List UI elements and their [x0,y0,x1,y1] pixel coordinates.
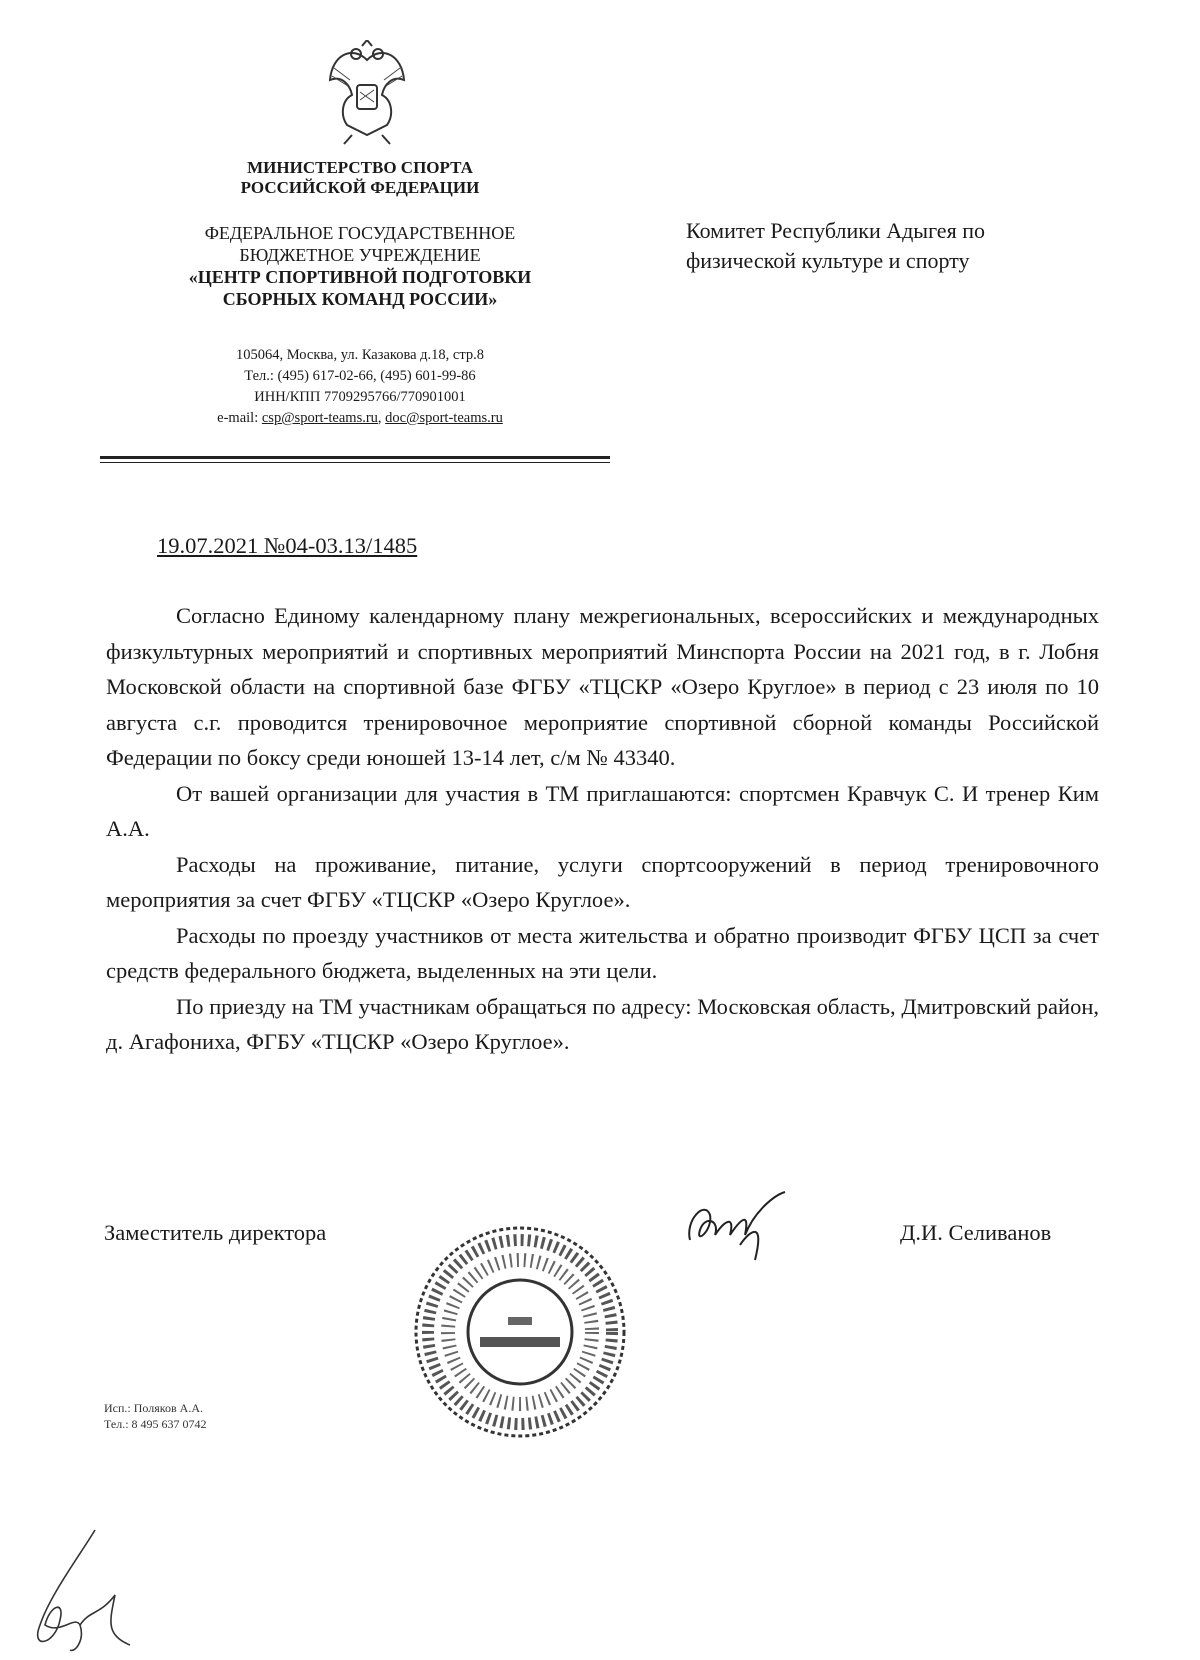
organization-contacts [130,345,590,429]
email-label: e-mail: [217,410,262,426]
postal-address: 105064, Москва, ул. Казакова д.18, стр.8 [236,347,484,363]
org-type-line: БЮДЖЕТНОЕ УЧРЕЖДЕНИЕ [239,245,481,265]
addressee-line: физической культуре и спорту [686,248,970,273]
paragraph: По приезду на ТМ участникам обращаться по адресу: Московская область, Дмитровский район, д. Агафониха, ФГБУ «ТЦСКР «Озеро Круглое». [106,993,1099,1054]
executor-name: Исп.: Поляков А.А. [104,1401,203,1415]
paragraph: Расходы по проезду участников от места жительства и обратно производит ФГБУ ЦСП за счет средств федерального бюджета, выделенных на эти цели. [106,922,1099,983]
paragraph: От вашей организации для участия в ТМ приглашаются: спортсмен Кравчук С. И тренер Ким А.А. [106,780,1099,841]
addressee-line: Комитет Республики Адыгея по [686,218,985,243]
document-date-number: 19.07.2021 №04-03.13/1485 [157,533,418,558]
handwritten-initials [20,1525,135,1655]
coat-of-arms-emblem [322,40,412,145]
paragraph: Расходы на проживание, питание, услуги спортсооружений в период тренировочного мероприятия за счет ФГБУ «ТЦСКР «Озеро Круглое». [106,851,1099,912]
organization-name [130,222,590,310]
ministry-line: МИНИСТЕРСТВО СПОРТА [247,158,473,177]
email-separator: , [377,410,386,426]
inn-kpp: ИНН/КПП 7709295766/770901001 [254,389,466,405]
ministry-line: РОССИЙСКОЙ ФЕДЕРАЦИИ [240,178,480,197]
executor-info [104,1400,207,1432]
ministry-title [160,158,560,198]
official-seal-stamp [410,1222,630,1442]
paragraph: Согласно Единому календарному плану межрегиональных, всероссийских и международных физкультурных мероприятий и спортивных мероприятий Минспорта России на 2021 год, в г. Лобня Московской области на спортивной базе ФГБУ «ТЦСКР «Озеро Круглое» в период с 23 июля по 10 августа с.г. проводится тренировочное мероприятие спортивной сборной команды Российской Федерации по боксу среди юношей 13-14 лет, с/м № 43340. [106,603,1099,770]
letterhead-divider-thin [100,462,610,463]
org-name-line: СБОРНЫХ КОМАНД РОССИИ» [222,289,498,309]
org-type-line: ФЕДЕРАЛЬНОЕ ГОСУДАРСТВЕННОЕ [204,223,516,243]
org-name-line: «ЦЕНТР СПОРТИВНОЙ ПОДГОТОВКИ [188,267,532,287]
executor-phone: Тел.: 8 495 637 0742 [104,1417,207,1431]
email-link-doc[interactable]: doc@sport-teams.ru [385,410,503,426]
letterhead-divider-thick [100,456,610,459]
signatory-name: Д.И. Селиванов [900,1220,1052,1245]
letter-body [106,598,1099,1060]
phone-numbers: Тел.: (495) 617-02-66, (495) 601-99-86 [244,368,476,384]
email-link-csp[interactable]: csp@sport-teams.ru [261,410,378,426]
signatory-title: Заместитель директора [104,1220,327,1245]
addressee [686,216,1086,276]
email-line [130,408,590,429]
handwritten-signature [680,1190,790,1265]
